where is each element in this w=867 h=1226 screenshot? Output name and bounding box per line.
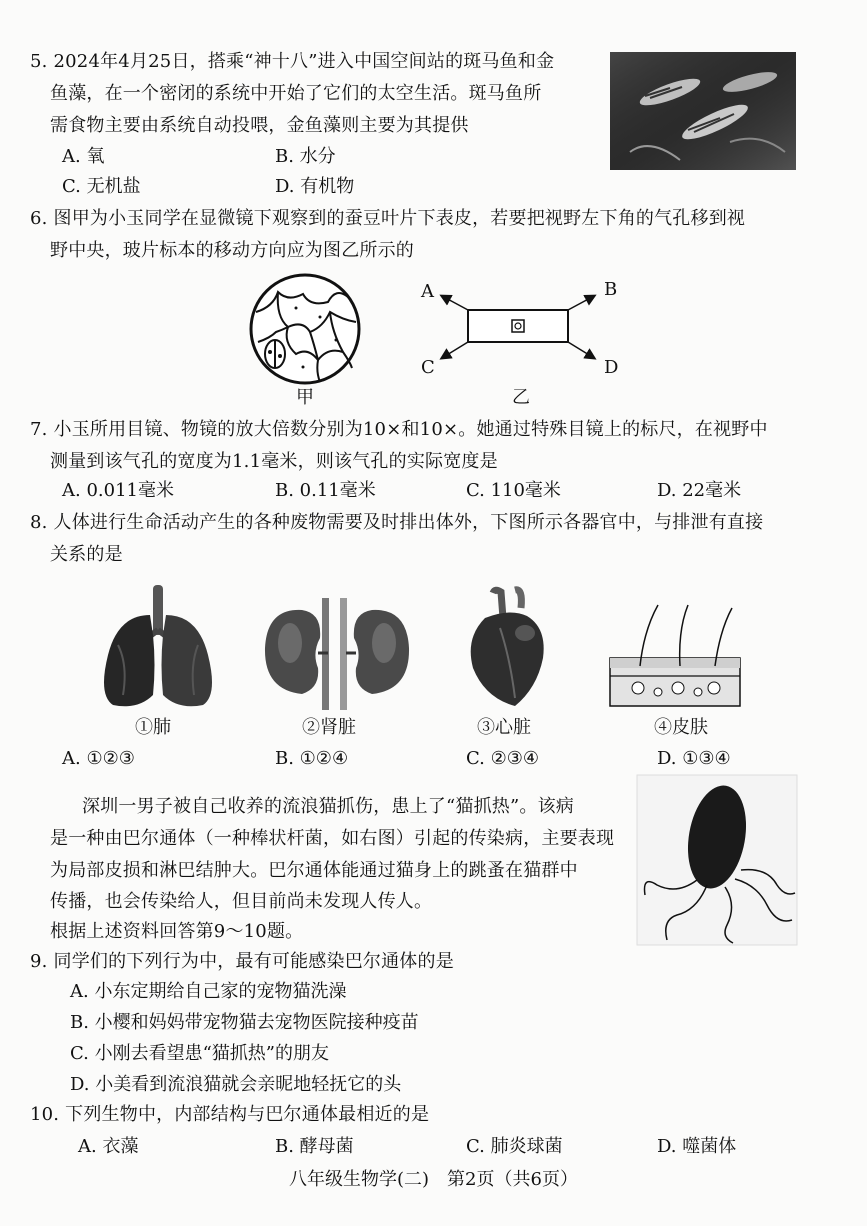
q8-option-a: A. ①②③ [62, 748, 135, 769]
arrow-label-a: A [421, 281, 434, 302]
passage-line-1: 深圳一男子被自己收养的流浪猫抓伤，患上了“猫抓热”。该病 [82, 796, 575, 817]
q10-option-a: A. 衣藻 [78, 1136, 139, 1157]
q6-line-2: 野中央，玻片标本的移动方向应为图乙所示的 [50, 240, 414, 261]
q9-option-c: C. 小刚去看望患“猫抓热”的朋友 [70, 1043, 329, 1064]
q7-option-c: C. 110毫米 [466, 480, 561, 501]
passage-line-4: 传播，也会传染给人，但目前尚未发现人传人。 [50, 891, 433, 912]
q5-option-d: D. 有机物 [275, 176, 355, 197]
organ-label-skin: ④皮肤 [654, 717, 708, 738]
organ-label-kidney: ②肾脏 [302, 717, 356, 738]
q5-option-a: A. 氧 [62, 146, 105, 167]
q7-line-1: 7. 小玉所用目镜、物镜的放大倍数分别为10×和10×。她通过特殊目镜上的标尺，在视野中 [30, 419, 768, 440]
q7-option-a: A. 0.011毫米 [62, 480, 174, 501]
q8-line-2: 关系的是 [50, 544, 123, 565]
zebrafish-photo [610, 52, 796, 170]
q10-option-b: B. 酵母菌 [275, 1136, 354, 1157]
organ-label-lung: ①肺 [135, 717, 171, 738]
q6-line-1: 6. 图甲为小玉同学在显微镜下观察到的蚕豆叶片下表皮，若要把视野左下角的气孔移到视 [30, 208, 746, 229]
kidneys-image [262, 598, 412, 710]
microscope-field-figure [248, 272, 362, 386]
arrow-label-d: D [604, 357, 619, 378]
q10-option-d: D. 噬菌体 [657, 1136, 737, 1157]
q8-option-b: B. ①②④ [275, 748, 349, 769]
q8-line-1: 8. 人体进行生命活动产生的各种废物需要及时排出体外，下图所示各器官中，与排泄有直接 [30, 512, 764, 533]
organ-label-heart: ③心脏 [477, 717, 531, 738]
q7-line-2: 测量到该气孔的宽度为1.1毫米，则该气孔的实际宽度是 [50, 451, 498, 472]
q9-option-a: A. 小东定期给自己家的宠物猫洗澡 [70, 981, 347, 1002]
q8-option-c: C. ②③④ [466, 748, 539, 769]
slide-direction-figure [420, 278, 620, 378]
passage-line-3: 为局部皮损和淋巴结肿大。巴尔通体能通过猫身上的跳蚤在猫群中 [50, 860, 578, 881]
passage-line-5: 根据上述资料回答第9～10题。 [50, 921, 304, 942]
q10-stem: 10. 下列生物中，内部结构与巴尔通体最相近的是 [30, 1104, 430, 1125]
passage-line-2: 是一种由巴尔通体（一种棒状杆菌，如右图）引起的传染病，主要表现 [50, 828, 615, 849]
bartonella-image [637, 775, 797, 945]
arrow-label-c: C [421, 357, 435, 378]
q9-option-b: B. 小樱和妈妈带宠物猫去宠物医院接种疫苗 [70, 1012, 419, 1033]
q5-line-3: 需食物主要由系统自动投喂，金鱼藻则主要为其提供 [50, 115, 469, 136]
figure-jia-label: 甲 [296, 387, 314, 408]
q7-option-d: D. 22毫米 [657, 480, 742, 501]
q5-line-1: 5. 2024年4月25日，搭乘“神十八”进入中国空间站的斑马鱼和金 [30, 51, 555, 72]
q5-option-b: B. 水分 [275, 146, 336, 167]
skin-diagram [610, 600, 740, 708]
q5-option-c: C. 无机盐 [62, 176, 141, 197]
q8-option-d: D. ①③④ [657, 748, 731, 769]
heart-image [465, 588, 547, 708]
arrow-label-b: B [604, 279, 618, 300]
q9-option-d: D. 小美看到流浪猫就会亲昵地轻抚它的头 [70, 1074, 402, 1095]
lungs-image [98, 585, 218, 710]
q5-line-2: 鱼藻，在一个密闭的系统中开始了它们的太空生活。斑马鱼所 [50, 83, 542, 104]
q9-stem: 9. 同学们的下列行为中，最有可能感染巴尔通体的是 [30, 951, 454, 972]
q7-option-b: B. 0.11毫米 [275, 480, 376, 501]
q10-option-c: C. 肺炎球菌 [466, 1136, 563, 1157]
page-footer: 八年级生物学(二) 第2页（共6页） [289, 1169, 578, 1190]
figure-yi-label: 乙 [512, 387, 530, 408]
